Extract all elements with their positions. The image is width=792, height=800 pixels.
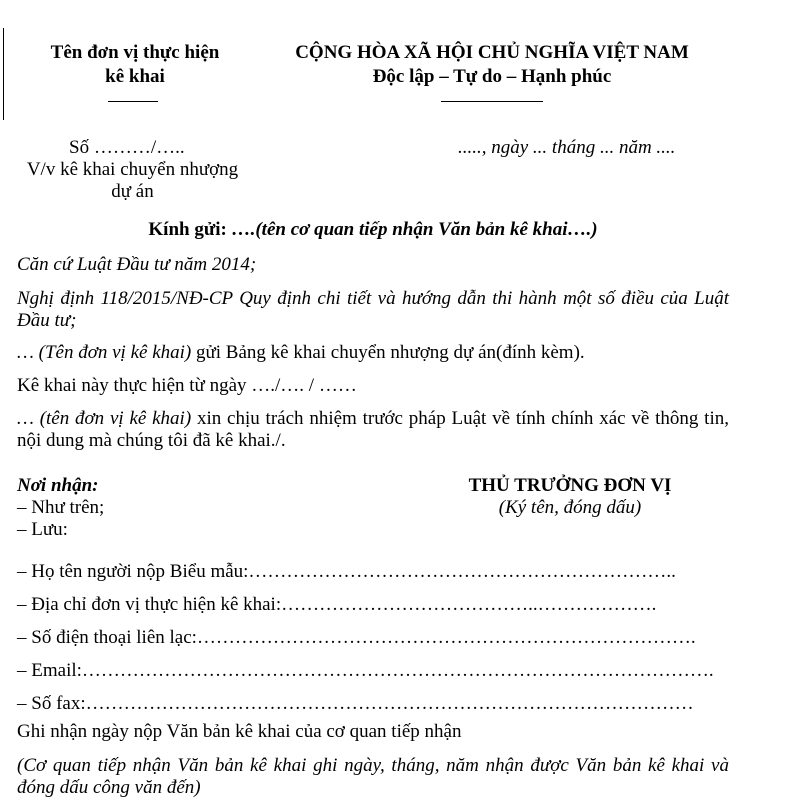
subject-line2: dự án	[111, 181, 154, 202]
basis-law: Căn cứ Luật Đầu tư năm 2014;	[17, 254, 257, 275]
resp-unit-placeholder: … (tên đơn vị kê khai)	[17, 408, 192, 429]
document-number: Số ………/…..	[69, 137, 185, 158]
resp-text: xin chịu trách nhiệm trước pháp Luật về tính chính xác về thông tin, nội dung mà chúng tôi đã kê khai./.	[17, 408, 729, 451]
recipients-title: Nơi nhận:	[17, 475, 99, 496]
unit-name-line2: kê khai	[105, 66, 165, 87]
subject-line1: V/v kê khai chuyển nhượng	[26, 159, 239, 180]
signature-title: THỦ TRƯỞNG ĐƠN VỊ	[468, 475, 672, 496]
recipient-item-1: – Như trên;	[17, 497, 105, 518]
motto-underline	[441, 101, 543, 102]
send-unit-placeholder: … (Tên đơn vị kê khai)	[17, 342, 192, 363]
date-line: ....., ngày ... tháng ... năm ....	[458, 137, 676, 158]
greeting	[17, 219, 729, 241]
field-fax: – Số fax:……………………………………………………………………………………	[17, 693, 694, 714]
unit-underline	[108, 101, 158, 102]
greeting-recipient: ….(tên cơ quan tiếp nhận Văn bản kê khai….)	[226, 219, 598, 240]
greeting-label: Kính gửi:	[148, 219, 227, 240]
nation-title: CỘNG HÒA XÃ HỘI CHỦ NGHĨA VIỆT NAM	[295, 42, 689, 63]
field-submitter-name: – Họ tên người nộp Biểu mẫu:…………………………………………………………..	[17, 561, 676, 582]
basis-decree: Nghị định 118/2015/NĐ-CP Quy định chi tiết và hướng dẫn thi hành một số điều của Luật Đầu tư;	[17, 288, 729, 331]
motto: Độc lập – Tự do – Hạnh phúc	[372, 66, 612, 87]
recipient-item-2: – Lưu:	[17, 519, 68, 540]
field-phone: – Số điện thoại liên lạc:…………………………………………………………………….	[17, 627, 696, 648]
signature-note: (Ký tên, đóng dấu)	[498, 497, 642, 518]
unit-name-line1: Tên đơn vị thực hiện	[50, 42, 220, 63]
send-statement	[17, 342, 585, 364]
responsibility-statement	[17, 408, 729, 452]
left-margin-line	[3, 28, 4, 120]
field-unit-address: – Địa chỉ đơn vị thực hiện kê khai:…………………………………..……………….	[17, 594, 657, 615]
send-text: gửi Bảng kê khai chuyển nhượng dự án(đính kèm).	[191, 342, 585, 363]
field-email: – Email:……………………………………………………………………………………….	[17, 660, 714, 681]
receiving-agency-note: (Cơ quan tiếp nhận Văn bản kê khai ghi ngày, tháng, năm nhận được Văn bản kê khai và đóng dấu công văn đến)	[17, 755, 729, 798]
period-statement: Kê khai này thực hiện từ ngày …./…. / ……	[17, 375, 357, 396]
received-note: Ghi nhận ngày nộp Văn bản kê khai của cơ quan tiếp nhận	[17, 721, 462, 742]
